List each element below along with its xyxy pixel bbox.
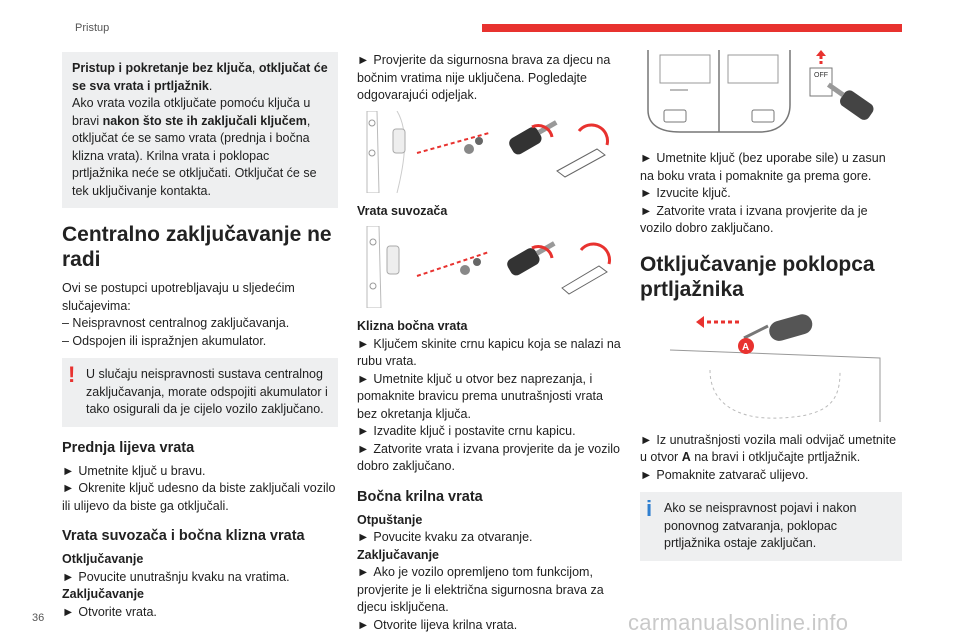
info-box: [640, 492, 902, 561]
step-item: ► Izvucite ključ.: [640, 186, 731, 200]
step-item: ► Otvorite vrata.: [62, 604, 157, 619]
column-middle: [357, 52, 625, 634]
off-label: OFF: [814, 72, 828, 79]
step-item: ► Izvadite ključ i postavite crnu kapicu.: [357, 424, 576, 438]
passenger-door-lock-illustration: [357, 111, 619, 193]
page-number: 36: [32, 612, 45, 624]
marker-a: A: [742, 341, 750, 353]
intro-box: [62, 52, 338, 208]
column-right: [640, 52, 902, 561]
step-item: ► Ključem skinite crnu kapicu koja se nalazi na rubu vrata.: [357, 336, 621, 368]
rear-door-child-lock-illustration: [640, 50, 902, 140]
step-item: ► Provjerite da sigurnosna brava za djecu na bočnim vratima nije uključena. Pogledajte odgovarajući odjeljak.: [357, 53, 611, 102]
watermark: carmanualsonline.info: [628, 610, 849, 635]
warning-text: U slučaju neispravnosti sustava centralnog zaključavanja, morate odspojiti akumulator i tako osigurali da je cijelo vozilo zaključano.: [86, 367, 328, 416]
step-item: ► Zatvorite vrata i izvana provjerite da je vozilo dobro zaključano.: [357, 441, 621, 473]
step-item: ► Umetnite ključ (bez uporabe sile) u zasun na boku vrata i pomaknite ga prema gore.: [640, 151, 886, 183]
heading-passenger-sliding: Vrata suvozača i bočna klizna vrata: [62, 528, 305, 544]
step-item: ► Ako je vozilo opremljeno tom funkcijom, provjerite je li električna sigurnosna brava za djecu isključena.: [357, 565, 604, 614]
lock-label: Zaključavanje: [357, 547, 439, 562]
header-accent-bar: [482, 24, 902, 32]
intro-box-text: Ako vrata vozila otključate pomoću ključa u bravi nakon što ste ih zaključali ključem, otključat će se samo vrata (prednja i bočna klizna vrata). Krilna vrata i poklopac prtljažnika neće se otključati. Otključat će se tek uključivanje kontakta.: [72, 96, 317, 198]
heading-wing-doors: Bočna krilna vrata: [357, 488, 483, 505]
warning-box: [62, 358, 338, 427]
step-item: ► Povucite unutrašnju kvaku na vratima.: [62, 569, 290, 584]
case-item: – Neispravnost centralnog zaključavanja.: [62, 316, 290, 330]
info-icon: i: [646, 496, 653, 521]
heading-central-locking: Centralno zaključavanje ne radi: [62, 223, 332, 271]
intro-box-title: Pristup i pokretanje bez ključa, otključat će se sva vrata i prtljažnik.: [72, 61, 328, 93]
step-item: ► Pomaknite zatvarač ulijevo.: [640, 467, 809, 482]
warning-icon: !: [68, 362, 76, 387]
cases-intro: Ovi se postupci upotrebljavaju u sljedećim slučajevima:: [62, 281, 295, 313]
step-item: ► Umetnite ključ u bravu.: [62, 463, 206, 478]
step-item: ► Povucite kvaku za otvaranje.: [357, 530, 533, 544]
step-item: ► Umetnite ključ u otvor bez naprezanja, i pomaknite bravicu prema unutrašnjosti vrata bez okretanja ključa.: [357, 371, 603, 421]
caption-sliding-door: Klizna bočna vrata: [357, 319, 468, 333]
caption-passenger-door: Vrata suvozača: [357, 203, 448, 218]
case-item: – Odspojen ili ispražnjen akumulator.: [62, 333, 267, 348]
release-label: Otpuštanje: [357, 512, 423, 527]
section-header: Pristup: [75, 22, 110, 34]
sliding-door-lock-illustration: [357, 226, 619, 308]
column-left: [62, 52, 338, 621]
step-item: ► Otvorite lijeva krilna vrata.: [357, 617, 518, 632]
heading-front-left-door: Prednja lijeva vrata: [62, 439, 195, 456]
heading-trunk-unlock: Otključavanje poklopca prtljažnika: [640, 252, 875, 301]
unlock-label: Otključavanje: [62, 552, 144, 566]
step-item: ► Okrenite ključ udesno da biste zaključali vozilo ili ulijevo da biste ga otključali.: [62, 481, 336, 513]
trunk-lock-illustration: [640, 310, 902, 422]
lock-label: Zaključavanje: [62, 587, 144, 601]
step-item: ► Iz unutrašnjosti vozila mali odvijač umetnite u otvor A na bravi i otključajte prtljažnik.: [640, 432, 897, 464]
info-text: Ako se neispravnost pojavi i nakon ponovnog zatvaranja, poklopac prtljažnika ostaje zaključan.: [664, 501, 857, 550]
step-item: ► Zatvorite vrata i izvana provjerite da je vozilo dobro zaključano.: [640, 203, 868, 235]
